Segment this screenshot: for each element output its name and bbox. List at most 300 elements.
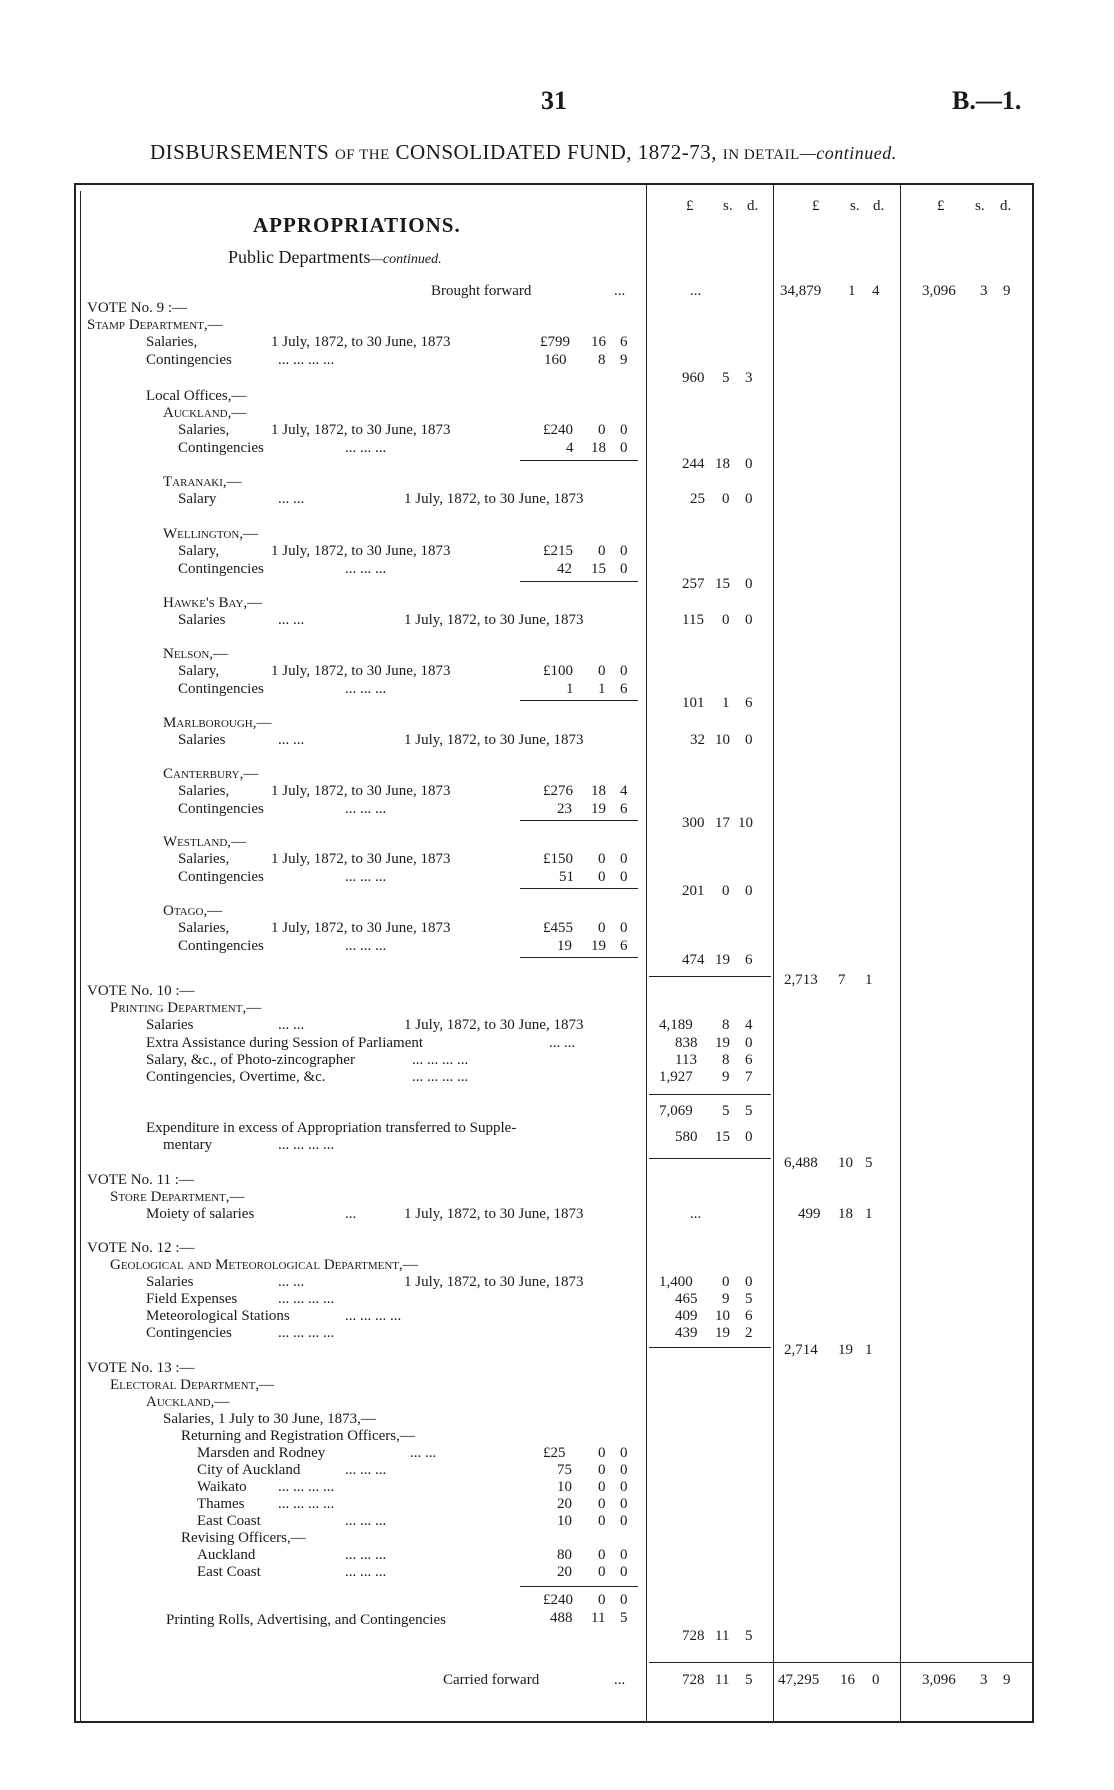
carried-forward-label: Carried forward bbox=[443, 1672, 540, 1688]
vote13-revising-item-pence: 0 bbox=[620, 1564, 628, 1580]
carried-forward-c1-pounds: 728 bbox=[682, 1672, 705, 1688]
subheading-continued: —continued. bbox=[370, 252, 442, 267]
nelson-contingencies-pence: 6 bbox=[620, 681, 628, 697]
vote10-excess-pounds: 580 bbox=[675, 1129, 698, 1145]
taranaki-salary-label: Salary bbox=[178, 491, 217, 507]
vote13-subtotal-shillings: 0 bbox=[598, 1592, 606, 1608]
auckland-contingencies-label: Contingencies bbox=[178, 440, 264, 456]
vote9-total-pence: 1 bbox=[865, 972, 873, 988]
brought-forward-label: Brought forward bbox=[431, 283, 532, 299]
brought-forward-c3-shillings: 3 bbox=[980, 283, 988, 299]
marlborough-salaries-label: Salaries bbox=[178, 732, 226, 748]
col2-pence: d. bbox=[873, 198, 885, 214]
title-continued: —continued. bbox=[799, 143, 897, 163]
vote12-contingencies-label: Contingencies bbox=[146, 1325, 232, 1341]
vote13-revising-label: Revising Officers,— bbox=[181, 1530, 306, 1546]
vote13-subtotal-pounds: £240 bbox=[543, 1592, 573, 1608]
westland-salaries-pounds: £150 bbox=[543, 851, 573, 867]
vote13-item-label: East Coast bbox=[197, 1513, 261, 1529]
title-main: DISBURSEMENTS bbox=[150, 140, 330, 164]
nelson-salary-period: 1 July, 1872, to 30 June, 1873 bbox=[271, 663, 451, 679]
vote11-moiety-period: 1 July, 1872, to 30 June, 1873 bbox=[404, 1206, 584, 1222]
vote12-field-pence: 5 bbox=[745, 1291, 753, 1307]
vote10-subtotal-pounds: 7,069 bbox=[659, 1103, 693, 1119]
vote10-extra-label: Extra Assistance during Session of Parliament bbox=[146, 1035, 424, 1051]
vote11-moiety-label: Moiety of salaries bbox=[146, 1206, 255, 1222]
otago-salaries-pence: 0 bbox=[620, 920, 628, 936]
vote11-c1: ... bbox=[690, 1206, 702, 1222]
vote10-department: Printing Department,— bbox=[110, 1000, 262, 1016]
taranaki-salary-period: 1 July, 1872, to 30 June, 1873 bbox=[404, 491, 584, 507]
vote13-revising-item-label: Auckland bbox=[197, 1547, 256, 1563]
vote12-contingencies-pounds: 439 bbox=[675, 1325, 698, 1341]
auckland-salaries-period: 1 July, 1872, to 30 June, 1873 bbox=[271, 422, 451, 438]
canterbury-total-pence: 10 bbox=[738, 815, 753, 831]
vote13-item-shillings: 0 bbox=[598, 1445, 606, 1461]
vote9-total-pence: 3 bbox=[745, 370, 753, 386]
vote12-field-label: Field Expenses bbox=[146, 1291, 238, 1307]
brought-forward-c3-pounds: 3,096 bbox=[922, 283, 956, 299]
vote13-subtotal-rule bbox=[520, 1586, 638, 1587]
vote12-field-dots: ... ... ... ... bbox=[278, 1291, 335, 1307]
brought-forward-c3-pence: 9 bbox=[1003, 283, 1011, 299]
wellington-sum-rule bbox=[520, 581, 638, 582]
vote13-item-label: City of Auckland bbox=[197, 1462, 301, 1478]
vote10-excess-label-line1: Expenditure in excess of Appropriation transferred to Supple- bbox=[146, 1120, 517, 1136]
westland-salaries-shillings: 0 bbox=[598, 851, 606, 867]
vote13-item-label: Marsden and Rodney bbox=[197, 1445, 326, 1461]
vote13-item-dots: ... ... ... ... bbox=[278, 1496, 335, 1512]
vote10-contingencies-pence: 7 bbox=[745, 1069, 753, 1085]
page-number: 31 bbox=[541, 86, 567, 115]
vote10-salaries-pence: 4 bbox=[745, 1017, 753, 1033]
wellington-contingencies-pence: 0 bbox=[620, 561, 628, 577]
nelson-heading: Nelson,— bbox=[163, 646, 229, 662]
brought-forward-dots: ... bbox=[614, 283, 626, 299]
vote12-title: VOTE No. 12 :— bbox=[87, 1240, 195, 1256]
auckland-contingencies-dots: ... ... ... bbox=[345, 440, 387, 456]
vote12-total-pounds: 2,714 bbox=[784, 1342, 818, 1358]
auckland-contingencies-pence: 0 bbox=[620, 440, 628, 456]
otago-total-shillings: 19 bbox=[715, 952, 730, 968]
vote12-contingencies-pence: 2 bbox=[745, 1325, 753, 1341]
col2-pound: £ bbox=[812, 198, 820, 214]
carried-forward-c1-pence: 5 bbox=[745, 1672, 753, 1688]
vote13-item-shillings: 0 bbox=[598, 1479, 606, 1495]
vote13-item-dots: ... ... ... bbox=[345, 1513, 387, 1529]
title-in: IN DETAIL bbox=[722, 147, 800, 163]
carried-forward-c2-pounds: 47,295 bbox=[778, 1672, 820, 1688]
canterbury-contingencies-pence: 6 bbox=[620, 801, 628, 817]
westland-contingencies-pounds: 51 bbox=[559, 869, 574, 885]
otago-total-pounds: 474 bbox=[682, 952, 705, 968]
auckland-salaries-label: Salaries, bbox=[178, 422, 230, 438]
hawkes-bay-salaries-label: Salaries bbox=[178, 612, 226, 628]
vote9-contingencies-label: Contingencies bbox=[146, 352, 232, 368]
vote12-contingencies-shillings: 19 bbox=[715, 1325, 730, 1341]
canterbury-salaries-period: 1 July, 1872, to 30 June, 1873 bbox=[271, 783, 451, 799]
canterbury-total-pounds: 300 bbox=[682, 815, 705, 831]
vote13-item-pounds: 10 bbox=[557, 1479, 572, 1495]
auckland-contingencies-pounds: 4 bbox=[566, 440, 574, 456]
vote9-salaries-label: Salaries, bbox=[146, 334, 198, 350]
vote12-salaries-period: 1 July, 1872, to 30 June, 1873 bbox=[404, 1274, 584, 1290]
carried-forward-c3-shillings: 3 bbox=[980, 1672, 988, 1688]
document-reference: B.—1. bbox=[952, 86, 1022, 115]
vote12-sum-rule bbox=[649, 1347, 771, 1348]
vote10-excess-pence: 0 bbox=[745, 1129, 753, 1145]
vote13-printing-pence: 5 bbox=[620, 1610, 628, 1626]
appropriations-subheading bbox=[228, 247, 442, 268]
vote13-revising-item-pounds: 20 bbox=[557, 1564, 572, 1580]
vote12-meteorological-shillings: 10 bbox=[715, 1308, 730, 1324]
wellington-salary-label: Salary, bbox=[178, 543, 220, 559]
wellington-salary-period: 1 July, 1872, to 30 June, 1873 bbox=[271, 543, 451, 559]
vote10-salaries-pounds: 4,189 bbox=[659, 1017, 693, 1033]
nelson-total-shillings: 1 bbox=[722, 695, 730, 711]
vote13-item-pounds: 20 bbox=[557, 1496, 572, 1512]
vote9-contingencies-dots: ... ... ... ... bbox=[278, 352, 335, 368]
vote13-item-dots: ... ... ... bbox=[345, 1462, 387, 1478]
nelson-salary-pounds: £100 bbox=[543, 663, 573, 679]
westland-salaries-pence: 0 bbox=[620, 851, 628, 867]
vote12-department: Geological and Meteorological Department,— bbox=[110, 1257, 418, 1273]
vote9-contingencies-shillings: 8 bbox=[598, 352, 606, 368]
vote13-item-pounds: £25 bbox=[543, 1445, 566, 1461]
hawkes-bay-salaries-dots: ... ... bbox=[278, 612, 305, 628]
carried-forward-dots: ... bbox=[614, 1672, 626, 1688]
vote9-department: Stamp Department,— bbox=[87, 317, 223, 333]
vote13-revising-item-dots: ... ... ... bbox=[345, 1564, 387, 1580]
wellington-heading: Wellington,— bbox=[163, 526, 259, 542]
col3-pence: d. bbox=[1000, 198, 1012, 214]
westland-salaries-period: 1 July, 1872, to 30 June, 1873 bbox=[271, 851, 451, 867]
vote13-printing-shillings: 11 bbox=[591, 1610, 606, 1626]
nelson-total-pence: 6 bbox=[745, 695, 753, 711]
westland-heading: Westland,— bbox=[163, 834, 247, 850]
otago-contingencies-dots: ... ... ... bbox=[345, 938, 387, 954]
wellington-total-pounds: 257 bbox=[682, 576, 705, 592]
vote9-salaries-shillings: 16 bbox=[591, 334, 606, 350]
vote13-revising-item-shillings: 0 bbox=[598, 1547, 606, 1563]
vote10-excess-dots: ... ... ... ... bbox=[278, 1137, 335, 1153]
otago-salaries-period: 1 July, 1872, to 30 June, 1873 bbox=[271, 920, 451, 936]
westland-sum-rule bbox=[520, 888, 638, 889]
vote13-item-pence: 0 bbox=[620, 1479, 628, 1495]
vote12-contingencies-dots: ... ... ... ... bbox=[278, 1325, 335, 1341]
vote12-meteorological-pounds: 409 bbox=[675, 1308, 698, 1324]
vote9-total-pounds: 960 bbox=[682, 370, 705, 386]
vote13-item-pence: 0 bbox=[620, 1496, 628, 1512]
vote10-photo-pounds: 113 bbox=[675, 1052, 697, 1068]
nelson-total-pounds: 101 bbox=[682, 695, 705, 711]
otago-contingencies-shillings: 19 bbox=[591, 938, 606, 954]
auckland-sum-rule bbox=[520, 460, 638, 461]
auckland-salaries-pounds: £240 bbox=[543, 422, 573, 438]
vote13-item-pounds: 10 bbox=[557, 1513, 572, 1529]
canterbury-salaries-pence: 4 bbox=[620, 783, 628, 799]
carried-forward-c2-shillings: 16 bbox=[840, 1672, 855, 1688]
hawkes-bay-heading: Hawke's Bay,— bbox=[163, 595, 263, 611]
vote10-extra-dots: ... ... bbox=[549, 1035, 576, 1051]
brought-forward-c2-pounds: 34,879 bbox=[780, 283, 822, 299]
marlborough-heading: Marlborough,— bbox=[163, 715, 272, 731]
vote10-contingencies-label: Contingencies, Overtime, &c. bbox=[146, 1069, 326, 1085]
hawkes-bay-salaries-period: 1 July, 1872, to 30 June, 1873 bbox=[404, 612, 584, 628]
carried-forward-c3-pence: 9 bbox=[1003, 1672, 1011, 1688]
vote9-salaries-pounds: £799 bbox=[540, 334, 570, 350]
marlborough-total-pence: 0 bbox=[745, 732, 753, 748]
vote13-returning-label: Returning and Registration Officers,— bbox=[181, 1428, 415, 1444]
vote12-salaries-shillings: 0 bbox=[722, 1274, 730, 1290]
vote11-moiety-dots: ... bbox=[345, 1206, 357, 1222]
westland-contingencies-shillings: 0 bbox=[598, 869, 606, 885]
otago-salaries-label: Salaries, bbox=[178, 920, 230, 936]
vote10-salaries-label: Salaries bbox=[146, 1017, 194, 1033]
vote9-total-pounds: 2,713 bbox=[784, 972, 818, 988]
vote13-item-pounds: 75 bbox=[557, 1462, 572, 1478]
brought-forward-c1: ... bbox=[690, 283, 702, 299]
westland-salaries-label: Salaries, bbox=[178, 851, 230, 867]
vote13-item-dots: ... ... ... ... bbox=[278, 1479, 335, 1495]
vote13-item-shillings: 0 bbox=[598, 1496, 606, 1512]
vote12-field-shillings: 9 bbox=[722, 1291, 730, 1307]
marlborough-total-pounds: 32 bbox=[690, 732, 705, 748]
hawkes-bay-total-pence: 0 bbox=[745, 612, 753, 628]
vote9-salaries-pence: 6 bbox=[620, 334, 628, 350]
otago-salaries-pounds: £455 bbox=[543, 920, 573, 936]
vote13-department: Electoral Department,— bbox=[110, 1377, 275, 1393]
vote10-photo-dots: ... ... ... ... bbox=[412, 1052, 469, 1068]
westland-contingencies-pence: 0 bbox=[620, 869, 628, 885]
vote10-extra-pounds: 838 bbox=[675, 1035, 698, 1051]
auckland-heading: Auckland,— bbox=[163, 405, 247, 421]
otago-contingencies-label: Contingencies bbox=[178, 938, 264, 954]
vote12-meteorological-dots: ... ... ... ... bbox=[345, 1308, 402, 1324]
carried-forward-c3-pounds: 3,096 bbox=[922, 1672, 956, 1688]
otago-heading: Otago,— bbox=[163, 903, 223, 919]
vote9-contingencies-pounds: 160 bbox=[544, 352, 567, 368]
vote13-total-pence: 5 bbox=[745, 1628, 753, 1644]
vote13-item-pence: 0 bbox=[620, 1513, 628, 1529]
vote13-printing-pounds: 488 bbox=[550, 1610, 573, 1626]
carried-forward-rule bbox=[649, 1662, 1033, 1663]
canterbury-total-shillings: 17 bbox=[715, 815, 730, 831]
vote10-excess-rule bbox=[649, 1158, 771, 1159]
title-rest: CONSOLIDATED FUND, 1872-73, bbox=[395, 140, 718, 164]
canterbury-salaries-pounds: £276 bbox=[543, 783, 573, 799]
nelson-contingencies-dots: ... ... ... bbox=[345, 681, 387, 697]
page-title bbox=[150, 140, 897, 165]
vote11-total-shillings: 18 bbox=[838, 1206, 853, 1222]
column-rule-2 bbox=[773, 184, 774, 1722]
carried-forward-c2-pence: 0 bbox=[872, 1672, 880, 1688]
auckland-total-shillings: 18 bbox=[715, 456, 730, 472]
vote10-photo-label: Salary, &c., of Photo-zincographer bbox=[146, 1052, 355, 1068]
vote10-contingencies-pounds: 1,927 bbox=[659, 1069, 693, 1085]
canterbury-salaries-label: Salaries, bbox=[178, 783, 230, 799]
taranaki-total-pounds: 25 bbox=[690, 491, 705, 507]
vote13-subtotal-pence: 0 bbox=[620, 1592, 628, 1608]
vote9-contingencies-pence: 9 bbox=[620, 352, 628, 368]
westland-contingencies-label: Contingencies bbox=[178, 869, 264, 885]
wellington-contingencies-label: Contingencies bbox=[178, 561, 264, 577]
col2-shilling: s. bbox=[850, 198, 860, 214]
vote9-total-shillings: 5 bbox=[722, 370, 730, 386]
taranaki-salary-dots: ... ... bbox=[278, 491, 305, 507]
vote10-salaries-dots: ... ... bbox=[278, 1017, 305, 1033]
wellington-total-shillings: 15 bbox=[715, 576, 730, 592]
vote9-title: VOTE No. 9 :— bbox=[87, 300, 187, 316]
canterbury-salaries-shillings: 18 bbox=[591, 783, 606, 799]
vote13-item-label: Waikato bbox=[197, 1479, 247, 1495]
nelson-contingencies-pounds: 1 bbox=[566, 681, 574, 697]
appropriations-heading: APPROPRIATIONS. bbox=[253, 213, 461, 237]
vote10-subtotal-pence: 5 bbox=[745, 1103, 753, 1119]
marlborough-salaries-dots: ... ... bbox=[278, 732, 305, 748]
vote13-revising-item-label: East Coast bbox=[197, 1564, 261, 1580]
vote10-total-pence: 5 bbox=[865, 1155, 873, 1171]
hawkes-bay-total-pounds: 115 bbox=[682, 612, 704, 628]
column-rule-3 bbox=[900, 184, 901, 1722]
taranaki-total-pence: 0 bbox=[745, 491, 753, 507]
wellington-salary-pence: 0 bbox=[620, 543, 628, 559]
vote12-salaries-pence: 0 bbox=[745, 1274, 753, 1290]
col3-pound: £ bbox=[937, 198, 945, 214]
nelson-sum-rule bbox=[520, 700, 638, 701]
nelson-salary-shillings: 0 bbox=[598, 663, 606, 679]
nelson-salary-label: Salary, bbox=[178, 663, 220, 679]
taranaki-total-shillings: 0 bbox=[722, 491, 730, 507]
vote10-extra-pence: 0 bbox=[745, 1035, 753, 1051]
canterbury-heading: Canterbury,— bbox=[163, 766, 259, 782]
westland-total-pence: 0 bbox=[745, 883, 753, 899]
auckland-total-pence: 0 bbox=[745, 456, 753, 472]
otago-contingencies-pence: 6 bbox=[620, 938, 628, 954]
vote9-sum-rule bbox=[649, 976, 771, 977]
vote10-subtotal-shillings: 5 bbox=[722, 1103, 730, 1119]
vote10-title: VOTE No. 10 :— bbox=[87, 983, 195, 999]
auckland-contingencies-shillings: 18 bbox=[591, 440, 606, 456]
col3-shilling: s. bbox=[975, 198, 985, 214]
vote11-total-pence: 1 bbox=[865, 1206, 873, 1222]
vote11-department: Store Department,— bbox=[110, 1189, 245, 1205]
brought-forward-c2-pence: 4 bbox=[872, 283, 880, 299]
wellington-total-pence: 0 bbox=[745, 576, 753, 592]
vote10-total-shillings: 10 bbox=[838, 1155, 853, 1171]
vote13-salaries-label: Salaries, 1 July to 30 June, 1873,— bbox=[163, 1411, 376, 1427]
vote13-item-dots: ... ... bbox=[410, 1445, 437, 1461]
vote12-salaries-dots: ... ... bbox=[278, 1274, 305, 1290]
vote13-revising-item-shillings: 0 bbox=[598, 1564, 606, 1580]
auckland-total-pounds: 244 bbox=[682, 456, 705, 472]
vote10-total-pounds: 6,488 bbox=[784, 1155, 818, 1171]
wellington-contingencies-shillings: 15 bbox=[591, 561, 606, 577]
col1-pound: £ bbox=[686, 198, 694, 214]
vote10-subtotal-rule bbox=[649, 1094, 771, 1095]
vote12-total-shillings: 19 bbox=[838, 1342, 853, 1358]
table-inner-rule bbox=[80, 191, 86, 1723]
vote13-total-pounds: 728 bbox=[682, 1628, 705, 1644]
vote12-salaries-pounds: 1,400 bbox=[659, 1274, 693, 1290]
hawkes-bay-total-shillings: 0 bbox=[722, 612, 730, 628]
wellington-contingencies-dots: ... ... ... bbox=[345, 561, 387, 577]
vote13-revising-item-dots: ... ... ... bbox=[345, 1547, 387, 1563]
canterbury-sum-rule bbox=[520, 820, 638, 821]
vote13-item-label: Thames bbox=[197, 1496, 245, 1512]
column-rule-1 bbox=[646, 184, 647, 1722]
taranaki-heading: Taranaki,— bbox=[163, 474, 242, 490]
vote13-item-pence: 0 bbox=[620, 1462, 628, 1478]
canterbury-contingencies-shillings: 19 bbox=[591, 801, 606, 817]
subheading-text: Public Departments bbox=[228, 247, 371, 267]
vote10-excess-shillings: 15 bbox=[715, 1129, 730, 1145]
wellington-contingencies-pounds: 42 bbox=[557, 561, 572, 577]
westland-total-pounds: 201 bbox=[682, 883, 705, 899]
canterbury-contingencies-pounds: 23 bbox=[557, 801, 572, 817]
nelson-salary-pence: 0 bbox=[620, 663, 628, 679]
nelson-contingencies-label: Contingencies bbox=[178, 681, 264, 697]
otago-contingencies-pounds: 19 bbox=[557, 938, 572, 954]
brought-forward-c2-shillings: 1 bbox=[848, 283, 856, 299]
westland-total-shillings: 0 bbox=[722, 883, 730, 899]
vote10-salaries-shillings: 8 bbox=[722, 1017, 730, 1033]
vote11-title: VOTE No. 11 :— bbox=[87, 1172, 194, 1188]
westland-contingencies-dots: ... ... ... bbox=[345, 869, 387, 885]
vote12-meteorological-pence: 6 bbox=[745, 1308, 753, 1324]
title-of: OF THE bbox=[334, 147, 390, 163]
auckland-salaries-shillings: 0 bbox=[598, 422, 606, 438]
vote9-total-shillings: 7 bbox=[838, 972, 846, 988]
otago-sum-rule bbox=[520, 957, 638, 958]
vote13-item-pence: 0 bbox=[620, 1445, 628, 1461]
canterbury-contingencies-dots: ... ... ... bbox=[345, 801, 387, 817]
local-offices-label: Local Offices,— bbox=[146, 388, 247, 404]
wellington-salary-pounds: £215 bbox=[543, 543, 573, 559]
vote13-printing-label: Printing Rolls, Advertising, and Contingencies bbox=[166, 1612, 446, 1628]
vote12-meteorological-label: Meteorological Stations bbox=[146, 1308, 290, 1324]
marlborough-salaries-period: 1 July, 1872, to 30 June, 1873 bbox=[404, 732, 584, 748]
vote9-salaries-period: 1 July, 1872, to 30 June, 1873 bbox=[271, 334, 451, 350]
vote13-revising-item-pence: 0 bbox=[620, 1547, 628, 1563]
nelson-contingencies-shillings: 1 bbox=[598, 681, 606, 697]
vote13-title: VOTE No. 13 :— bbox=[87, 1360, 195, 1376]
canterbury-contingencies-label: Contingencies bbox=[178, 801, 264, 817]
vote11-total-pounds: 499 bbox=[798, 1206, 821, 1222]
vote12-salaries-label: Salaries bbox=[146, 1274, 194, 1290]
vote10-contingencies-shillings: 9 bbox=[722, 1069, 730, 1085]
vote10-extra-shillings: 19 bbox=[715, 1035, 730, 1051]
wellington-salary-shillings: 0 bbox=[598, 543, 606, 559]
otago-salaries-shillings: 0 bbox=[598, 920, 606, 936]
vote12-total-pence: 1 bbox=[865, 1342, 873, 1358]
auckland-salaries-pence: 0 bbox=[620, 422, 628, 438]
vote12-field-pounds: 465 bbox=[675, 1291, 698, 1307]
marlborough-total-shillings: 10 bbox=[715, 732, 730, 748]
vote13-auckland-heading: Auckland,— bbox=[146, 1394, 230, 1410]
col1-shilling: s. bbox=[723, 198, 733, 214]
otago-total-pence: 6 bbox=[745, 952, 753, 968]
vote10-salaries-period: 1 July, 1872, to 30 June, 1873 bbox=[404, 1017, 584, 1033]
vote13-revising-item-pounds: 80 bbox=[557, 1547, 572, 1563]
vote13-total-shillings: 11 bbox=[715, 1628, 730, 1644]
carried-forward-c1-shillings: 11 bbox=[715, 1672, 730, 1688]
vote13-item-shillings: 0 bbox=[598, 1462, 606, 1478]
vote10-photo-pence: 6 bbox=[745, 1052, 753, 1068]
vote10-contingencies-dots: ... ... ... ... bbox=[412, 1069, 469, 1085]
vote10-photo-shillings: 8 bbox=[722, 1052, 730, 1068]
col1-pence: d. bbox=[747, 198, 759, 214]
